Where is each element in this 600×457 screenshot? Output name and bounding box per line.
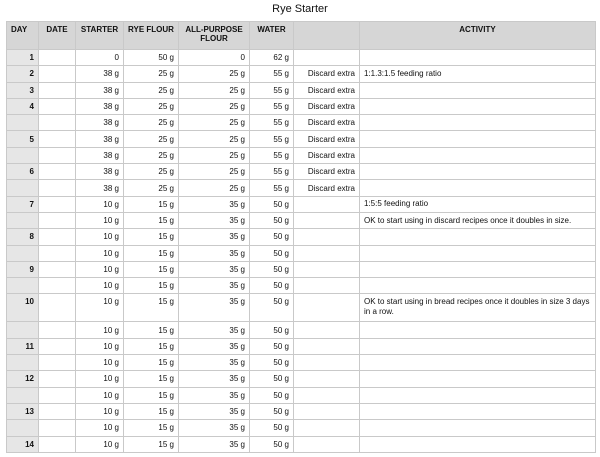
table-row bbox=[7, 403, 596, 419]
cell-day[interactable] bbox=[7, 278, 39, 294]
cell-note[interactable]: Discard extra bbox=[294, 66, 360, 82]
cell-all-purpose-flour[interactable]: 25 g bbox=[179, 66, 250, 82]
cell-day[interactable]: 3 bbox=[7, 82, 39, 98]
cell-starter[interactable]: 10 g bbox=[76, 196, 124, 212]
cell-starter[interactable]: 10 g bbox=[76, 403, 124, 419]
cell-note[interactable] bbox=[294, 436, 360, 452]
cell-day[interactable] bbox=[7, 147, 39, 163]
starter-schedule-table bbox=[6, 21, 596, 453]
cell-all-purpose-flour[interactable]: 35 g bbox=[179, 371, 250, 387]
cell-note[interactable]: Discard extra bbox=[294, 147, 360, 163]
cell-water[interactable]: 55 g bbox=[250, 66, 294, 82]
cell-day[interactable] bbox=[7, 180, 39, 196]
table-row bbox=[7, 212, 596, 228]
cell-starter[interactable]: 38 g bbox=[76, 164, 124, 180]
cell-activity[interactable] bbox=[360, 82, 596, 98]
cell-activity[interactable] bbox=[360, 245, 596, 261]
cell-activity[interactable]: OK to start using in discard recipes once it doubles in size. bbox=[360, 212, 596, 228]
table-row bbox=[7, 98, 596, 114]
cell-day[interactable] bbox=[7, 322, 39, 338]
cell-day[interactable]: 11 bbox=[7, 338, 39, 354]
cell-day[interactable] bbox=[7, 245, 39, 261]
header-day[interactable]: DAY bbox=[7, 22, 39, 50]
cell-starter[interactable]: 38 g bbox=[76, 131, 124, 147]
cell-activity[interactable] bbox=[360, 355, 596, 371]
cell-date[interactable] bbox=[39, 261, 76, 277]
cell-water[interactable]: 55 g bbox=[250, 147, 294, 163]
cell-day[interactable] bbox=[7, 115, 39, 131]
cell-date[interactable] bbox=[39, 82, 76, 98]
cell-note[interactable] bbox=[294, 196, 360, 212]
cell-date[interactable] bbox=[39, 50, 76, 66]
cell-day[interactable]: 4 bbox=[7, 98, 39, 114]
cell-water[interactable]: 50 g bbox=[250, 338, 294, 354]
cell-note[interactable]: Discard extra bbox=[294, 98, 360, 114]
cell-date[interactable] bbox=[39, 98, 76, 114]
cell-rye-flour[interactable]: 50 g bbox=[124, 50, 179, 66]
cell-activity[interactable] bbox=[360, 278, 596, 294]
cell-starter[interactable]: 0 bbox=[76, 50, 124, 66]
cell-starter[interactable]: 10 g bbox=[76, 420, 124, 436]
cell-activity[interactable] bbox=[360, 371, 596, 387]
cell-starter[interactable]: 10 g bbox=[76, 294, 124, 322]
cell-all-purpose-flour[interactable]: 35 g bbox=[179, 355, 250, 371]
cell-starter[interactable]: 38 g bbox=[76, 66, 124, 82]
table-row bbox=[7, 147, 596, 163]
table-row bbox=[7, 355, 596, 371]
cell-day[interactable] bbox=[7, 420, 39, 436]
cell-starter[interactable]: 38 g bbox=[76, 115, 124, 131]
header-activity[interactable]: ACTIVITY bbox=[360, 22, 596, 50]
header-all-purpose-flour[interactable]: ALL-PURPOSE FLOUR bbox=[179, 22, 250, 50]
cell-all-purpose-flour[interactable]: 0 bbox=[179, 50, 250, 66]
cell-rye-flour[interactable]: 15 g bbox=[124, 278, 179, 294]
cell-starter[interactable]: 38 g bbox=[76, 180, 124, 196]
cell-water[interactable]: 50 g bbox=[250, 420, 294, 436]
cell-rye-flour[interactable]: 15 g bbox=[124, 338, 179, 354]
cell-day[interactable]: 14 bbox=[7, 436, 39, 452]
cell-rye-flour[interactable]: 15 g bbox=[124, 245, 179, 261]
cell-rye-flour[interactable]: 15 g bbox=[124, 261, 179, 277]
cell-activity[interactable] bbox=[360, 50, 596, 66]
cell-rye-flour[interactable]: 15 g bbox=[124, 196, 179, 212]
cell-day[interactable]: 1 bbox=[7, 50, 39, 66]
cell-note[interactable] bbox=[294, 229, 360, 245]
cell-all-purpose-flour[interactable]: 35 g bbox=[179, 420, 250, 436]
cell-day[interactable] bbox=[7, 212, 39, 228]
cell-date[interactable] bbox=[39, 420, 76, 436]
cell-activity[interactable]: OK to start using in bread recipes once it doubles in size 3 days in a row. bbox=[360, 294, 596, 322]
cell-note[interactable] bbox=[294, 420, 360, 436]
cell-starter[interactable]: 10 g bbox=[76, 212, 124, 228]
cell-water[interactable]: 55 g bbox=[250, 82, 294, 98]
cell-starter[interactable]: 38 g bbox=[76, 82, 124, 98]
cell-water[interactable]: 50 g bbox=[250, 261, 294, 277]
table-row bbox=[7, 420, 596, 436]
cell-note[interactable] bbox=[294, 261, 360, 277]
header-water[interactable]: WATER bbox=[250, 22, 294, 50]
cell-water[interactable]: 55 g bbox=[250, 131, 294, 147]
cell-note[interactable] bbox=[294, 322, 360, 338]
table-row bbox=[7, 196, 596, 212]
cell-note[interactable]: Discard extra bbox=[294, 180, 360, 196]
cell-rye-flour[interactable]: 25 g bbox=[124, 180, 179, 196]
cell-date[interactable] bbox=[39, 66, 76, 82]
cell-activity[interactable] bbox=[360, 322, 596, 338]
table-row bbox=[7, 115, 596, 131]
cell-rye-flour[interactable]: 25 g bbox=[124, 66, 179, 82]
cell-date[interactable] bbox=[39, 294, 76, 322]
cell-activity[interactable] bbox=[360, 436, 596, 452]
table-row bbox=[7, 294, 596, 322]
cell-all-purpose-flour[interactable]: 25 g bbox=[179, 164, 250, 180]
cell-date[interactable] bbox=[39, 212, 76, 228]
header-note[interactable] bbox=[294, 22, 360, 50]
cell-water[interactable]: 55 g bbox=[250, 98, 294, 114]
cell-date[interactable] bbox=[39, 387, 76, 403]
cell-note[interactable] bbox=[294, 278, 360, 294]
cell-rye-flour[interactable]: 15 g bbox=[124, 420, 179, 436]
cell-activity[interactable] bbox=[360, 147, 596, 163]
cell-date[interactable] bbox=[39, 322, 76, 338]
cell-note[interactable] bbox=[294, 245, 360, 261]
header-rye-flour[interactable]: RYE FLOUR bbox=[124, 22, 179, 50]
cell-water[interactable]: 55 g bbox=[250, 115, 294, 131]
table-row bbox=[7, 338, 596, 354]
table-row bbox=[7, 229, 596, 245]
cell-note[interactable] bbox=[294, 294, 360, 322]
cell-all-purpose-flour[interactable]: 35 g bbox=[179, 338, 250, 354]
cell-water[interactable]: 50 g bbox=[250, 436, 294, 452]
cell-note[interactable]: Discard extra bbox=[294, 131, 360, 147]
cell-day[interactable]: 13 bbox=[7, 403, 39, 419]
cell-rye-flour[interactable]: 25 g bbox=[124, 115, 179, 131]
cell-activity[interactable] bbox=[360, 164, 596, 180]
table-row bbox=[7, 278, 596, 294]
cell-all-purpose-flour[interactable]: 25 g bbox=[179, 82, 250, 98]
cell-activity[interactable] bbox=[360, 98, 596, 114]
cell-starter[interactable]: 10 g bbox=[76, 278, 124, 294]
cell-note[interactable] bbox=[294, 355, 360, 371]
table-row bbox=[7, 131, 596, 147]
cell-starter[interactable]: 10 g bbox=[76, 436, 124, 452]
header-date[interactable]: DATE bbox=[39, 22, 76, 50]
cell-rye-flour[interactable]: 25 g bbox=[124, 82, 179, 98]
cell-water[interactable]: 55 g bbox=[250, 164, 294, 180]
cell-all-purpose-flour[interactable]: 35 g bbox=[179, 403, 250, 419]
cell-date[interactable] bbox=[39, 164, 76, 180]
cell-activity[interactable] bbox=[360, 131, 596, 147]
cell-date[interactable] bbox=[39, 229, 76, 245]
cell-all-purpose-flour[interactable]: 35 g bbox=[179, 212, 250, 228]
cell-all-purpose-flour[interactable]: 25 g bbox=[179, 98, 250, 114]
header-row bbox=[7, 22, 596, 50]
cell-note[interactable] bbox=[294, 50, 360, 66]
cell-rye-flour[interactable]: 15 g bbox=[124, 212, 179, 228]
cell-note[interactable] bbox=[294, 403, 360, 419]
cell-date[interactable] bbox=[39, 338, 76, 354]
cell-day[interactable]: 9 bbox=[7, 261, 39, 277]
cell-note[interactable] bbox=[294, 387, 360, 403]
table-row bbox=[7, 82, 596, 98]
cell-rye-flour[interactable]: 15 g bbox=[124, 229, 179, 245]
cell-starter[interactable]: 10 g bbox=[76, 245, 124, 261]
cell-all-purpose-flour[interactable]: 25 g bbox=[179, 115, 250, 131]
cell-activity[interactable] bbox=[360, 403, 596, 419]
cell-date[interactable] bbox=[39, 355, 76, 371]
cell-starter[interactable]: 10 g bbox=[76, 322, 124, 338]
cell-starter[interactable]: 10 g bbox=[76, 387, 124, 403]
table-row bbox=[7, 164, 596, 180]
cell-rye-flour[interactable]: 15 g bbox=[124, 355, 179, 371]
cell-all-purpose-flour[interactable]: 35 g bbox=[179, 294, 250, 322]
cell-note[interactable]: Discard extra bbox=[294, 82, 360, 98]
cell-day[interactable]: 2 bbox=[7, 66, 39, 82]
cell-day[interactable] bbox=[7, 355, 39, 371]
cell-starter[interactable]: 10 g bbox=[76, 371, 124, 387]
cell-all-purpose-flour[interactable]: 35 g bbox=[179, 322, 250, 338]
cell-all-purpose-flour[interactable]: 35 g bbox=[179, 245, 250, 261]
cell-activity[interactable] bbox=[360, 261, 596, 277]
cell-date[interactable] bbox=[39, 115, 76, 131]
cell-rye-flour[interactable]: 15 g bbox=[124, 436, 179, 452]
cell-water[interactable]: 50 g bbox=[250, 371, 294, 387]
cell-date[interactable] bbox=[39, 147, 76, 163]
cell-rye-flour[interactable]: 25 g bbox=[124, 98, 179, 114]
table-row bbox=[7, 371, 596, 387]
cell-note[interactable] bbox=[294, 371, 360, 387]
table-row bbox=[7, 387, 596, 403]
cell-water[interactable]: 50 g bbox=[250, 403, 294, 419]
table-row bbox=[7, 50, 596, 66]
cell-date[interactable] bbox=[39, 436, 76, 452]
cell-rye-flour[interactable]: 15 g bbox=[124, 403, 179, 419]
cell-water[interactable]: 55 g bbox=[250, 180, 294, 196]
cell-date[interactable] bbox=[39, 403, 76, 419]
cell-note[interactable]: Discard extra bbox=[294, 115, 360, 131]
cell-all-purpose-flour[interactable]: 25 g bbox=[179, 147, 250, 163]
cell-rye-flour[interactable]: 25 g bbox=[124, 131, 179, 147]
cell-water[interactable]: 50 g bbox=[250, 245, 294, 261]
cell-starter[interactable]: 10 g bbox=[76, 229, 124, 245]
cell-date[interactable] bbox=[39, 131, 76, 147]
cell-water[interactable]: 50 g bbox=[250, 278, 294, 294]
cell-water[interactable]: 50 g bbox=[250, 322, 294, 338]
table-row bbox=[7, 261, 596, 277]
cell-date[interactable] bbox=[39, 196, 76, 212]
table-row bbox=[7, 436, 596, 452]
cell-all-purpose-flour[interactable]: 35 g bbox=[179, 261, 250, 277]
cell-day[interactable]: 8 bbox=[7, 229, 39, 245]
cell-water[interactable]: 62 g bbox=[250, 50, 294, 66]
cell-water[interactable]: 50 g bbox=[250, 212, 294, 228]
cell-date[interactable] bbox=[39, 371, 76, 387]
cell-note[interactable] bbox=[294, 212, 360, 228]
cell-date[interactable] bbox=[39, 245, 76, 261]
cell-starter[interactable]: 10 g bbox=[76, 338, 124, 354]
cell-day[interactable] bbox=[7, 387, 39, 403]
cell-all-purpose-flour[interactable]: 25 g bbox=[179, 131, 250, 147]
cell-day[interactable]: 6 bbox=[7, 164, 39, 180]
cell-date[interactable] bbox=[39, 278, 76, 294]
cell-activity[interactable] bbox=[360, 338, 596, 354]
cell-activity[interactable] bbox=[360, 115, 596, 131]
cell-starter[interactable]: 38 g bbox=[76, 98, 124, 114]
cell-water[interactable]: 50 g bbox=[250, 355, 294, 371]
cell-all-purpose-flour[interactable]: 35 g bbox=[179, 387, 250, 403]
cell-starter[interactable]: 10 g bbox=[76, 261, 124, 277]
cell-water[interactable]: 50 g bbox=[250, 229, 294, 245]
cell-all-purpose-flour[interactable]: 35 g bbox=[179, 278, 250, 294]
cell-day[interactable]: 5 bbox=[7, 131, 39, 147]
cell-activity[interactable] bbox=[360, 387, 596, 403]
cell-rye-flour[interactable]: 15 g bbox=[124, 371, 179, 387]
cell-all-purpose-flour[interactable]: 35 g bbox=[179, 196, 250, 212]
table-row bbox=[7, 245, 596, 261]
cell-all-purpose-flour[interactable]: 35 g bbox=[179, 436, 250, 452]
cell-day[interactable]: 10 bbox=[7, 294, 39, 322]
cell-rye-flour[interactable]: 15 g bbox=[124, 294, 179, 322]
cell-all-purpose-flour[interactable]: 25 g bbox=[179, 180, 250, 196]
table-row bbox=[7, 66, 596, 82]
cell-water[interactable]: 50 g bbox=[250, 294, 294, 322]
cell-note[interactable]: Discard extra bbox=[294, 164, 360, 180]
cell-day[interactable]: 12 bbox=[7, 371, 39, 387]
cell-rye-flour[interactable]: 15 g bbox=[124, 322, 179, 338]
cell-date[interactable] bbox=[39, 180, 76, 196]
cell-activity[interactable] bbox=[360, 229, 596, 245]
table-row bbox=[7, 180, 596, 196]
sheet-title: Rye Starter bbox=[272, 3, 328, 15]
cell-all-purpose-flour[interactable]: 35 g bbox=[179, 229, 250, 245]
cell-activity[interactable]: 1:5:5 feeding ratio bbox=[360, 196, 596, 212]
cell-water[interactable]: 50 g bbox=[250, 387, 294, 403]
cell-activity[interactable] bbox=[360, 420, 596, 436]
cell-day[interactable]: 7 bbox=[7, 196, 39, 212]
cell-note[interactable] bbox=[294, 338, 360, 354]
cell-water[interactable]: 50 g bbox=[250, 196, 294, 212]
cell-activity[interactable] bbox=[360, 180, 596, 196]
cell-starter[interactable]: 38 g bbox=[76, 147, 124, 163]
cell-starter[interactable]: 10 g bbox=[76, 355, 124, 371]
table-row bbox=[7, 322, 596, 338]
cell-activity[interactable]: 1:1.3:1.5 feeding ratio bbox=[360, 66, 596, 82]
header-starter[interactable]: STARTER bbox=[76, 22, 124, 50]
cell-rye-flour[interactable]: 25 g bbox=[124, 147, 179, 163]
cell-rye-flour[interactable]: 15 g bbox=[124, 387, 179, 403]
cell-rye-flour[interactable]: 25 g bbox=[124, 164, 179, 180]
